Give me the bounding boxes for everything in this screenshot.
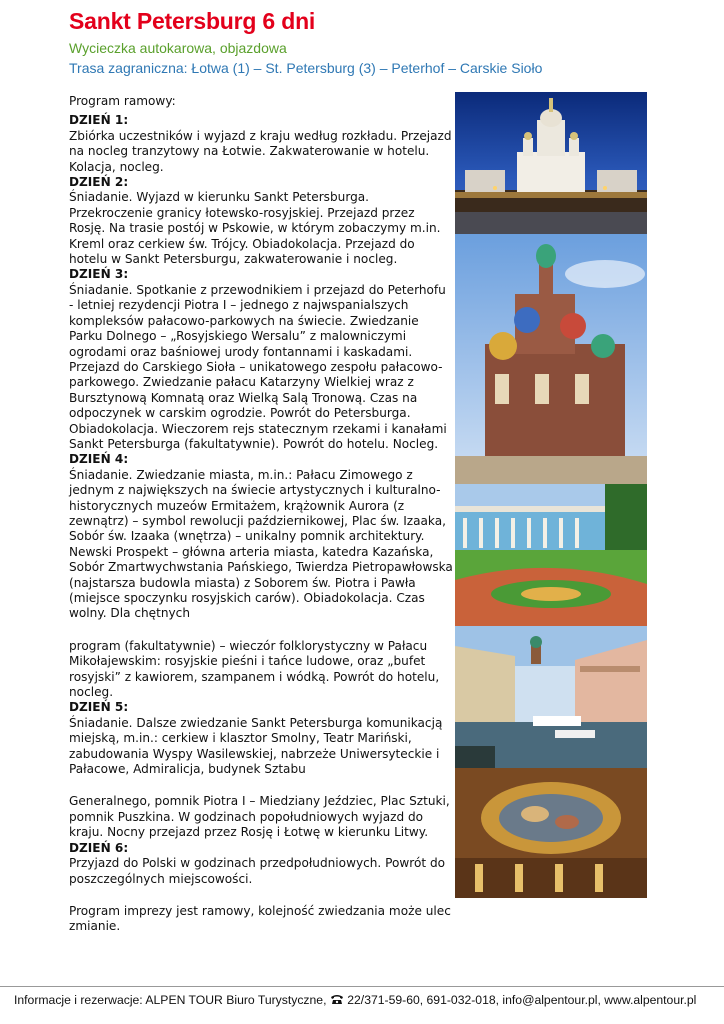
route-subtitle: Trasa zagraniczna: Łotwa (1) – St. Petersburg (3) – Peterhof – Carskie Sioło [69, 60, 543, 76]
day-6-heading: DZIEŃ 6: [69, 840, 129, 855]
day-1-heading: DZIEŃ 1: [69, 113, 129, 128]
savior-on-blood-church-photo [455, 234, 647, 484]
day-3-heading: DZIEŃ 3: [69, 267, 129, 282]
smolny-cathedral-photo [455, 92, 647, 234]
day-5-text-part-2: Generalnego, pomnik Piotra I – Miedziany Jeździec, Plac Sztuki, pomnik Puszkina. W godzinach popołudniowych wyjazd do kraju. Nocny przejazd przez Rosję i Łotwę w kierunku Litwy. [69, 794, 450, 840]
footer-text-lead: Informacje i rezerwacje: ALPEN TOUR Biuro Turystyczne, [14, 993, 330, 1007]
day-4-text-part-2: program (fakultatywnie) – wieczór folklorystyczny w Pałacu Mikołajewskim: rosyjskie pieśni i tańce ludowe, oraz „bufet rosyjski” z kawiorem, szampanem i wódką. Powrót do hotelu, nocleg. [69, 638, 440, 700]
page-title: Sankt Petersburg 6 dni [69, 8, 316, 34]
day-5-text-part-1: Śniadanie. Dalsze zwiedzanie Sankt Petersburga komunikacją miejską, m.in.: cerkiew i klasztor Smolny, Teatr Mariński, zabudowania Wyspy Wasilewskiej, nabrzeże Uniwersyteckie i Pałacowe, Admiralicja, budynek Sztabu [69, 715, 443, 777]
day-4-text-part-1: Śniadanie. Zwiedzanie miasta, m.in.: Pałacu Zimowego z jednym z największych na świecie artystycznych i kulturalno-historycznych muzeów Ermitażem, krążownik Aurora (z zewnątrz) – symbol rewolucji październikowej, Plac św. Izaaka, Sobór św. Izaaka (wnętrza) – unikalny pomnik architektury. Newski Prospekt – główna arteria miasta, katedra Kazańska, Sobór Zmartwychwstania Pańskiego, Twierdza Pietropawłowska (najstarsza budowla miasta) z Soborem św. Piotra i Pawła (miejsce spoczynku rosyjskich carów). Obiadokolacja. Czas wolny. Dla chętnych [69, 467, 453, 621]
trip-type-subtitle: Wycieczka autokarowa, objazdowa [69, 40, 287, 56]
palace-ceiling-photo [455, 768, 647, 898]
catherine-palace-garden-photo [455, 484, 647, 626]
day-3-text: Śniadanie. Spotkanie z przewodnikiem i przejazd do Peterhofu - letniej rezydencji Piotra I – jednego z najwspanialszych kompleksów pałacowo-parkowych na świecie. Zwiedzanie Parku Dolnego – „Rosyjskiego Wersalu” z malowniczymi ogrodami oraz baśniowej urody fontannami i kaskadami. Przejazd do Carskiego Sioła – unikatowego zespołu pałacowo-parkowego. Zwiedzanie pałacu Katarzyny Wielkiej wraz z Bursztynową Komnatą oraz Wielką Salą Tronową. Czas na odpoczynek w carskim ogrodzie. Powrót do Petersburga. Obiadokolacja. Wieczorem rejs statecznym rzekami i kanałami Sankt Petersburga (fakultatywnie). Powrót do hotelu. Nocleg. [69, 282, 447, 451]
day-5-heading: DZIEŃ 5: [69, 700, 129, 715]
day-2-text: Śniadanie. Wyjazd w kierunku Sankt Petersburga. Przekroczenie granicy łotewsko-rosyjskiej. Przejazd przez Rosję. Na trasie postój w Pskowie, w którym zobaczymy m.in. Kreml oraz cerkiew św. Trójcy. Obiadokolacja. Przejazd do hotelu w Sankt Petersburgu, zakwaterowanie i nocleg. [69, 190, 441, 267]
day-6-text: Przyjazd do Polski w godzinach przedpołudniowych. Powrót do poszczególnych miejscowości. [69, 856, 446, 886]
day-1-text: Zbiórka uczestników i wyjazd z kraju według rozkładu. Przejazd na nocleg tranzytowy na Łotwie. Zakwaterowanie w hotelu. Kolacja, nocleg. [69, 128, 452, 174]
photo-column [455, 92, 647, 898]
telephone-icon [330, 994, 344, 1005]
footer-divider [0, 986, 724, 987]
canal-boats-photo [455, 626, 647, 768]
day-2-heading: DZIEŃ 2: [69, 175, 129, 190]
footer-contact [14, 993, 714, 1007]
footer-text-contacts: 22/371-59-60, 691-032-018, info@alpentour.pl, www.alpentour.pl [343, 993, 697, 1007]
program-intro: Program ramowy: [69, 94, 176, 108]
closing-note: Program imprezy jest ramowy, kolejność zwiedzania może ulec zmianie. [69, 903, 451, 934]
day-4-heading: DZIEŃ 4: [69, 452, 129, 467]
program-text [69, 94, 453, 935]
